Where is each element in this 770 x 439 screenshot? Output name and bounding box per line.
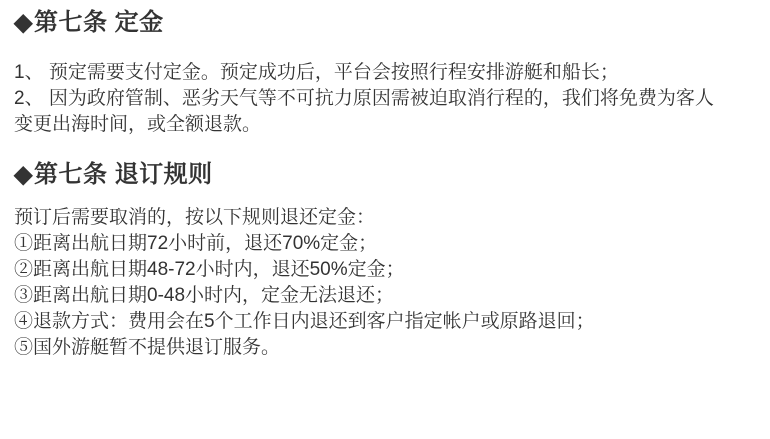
- terms-line: ②距离出航日期48-72小时内，退还50%定金；: [14, 259, 405, 280]
- terms-line: ⑤国外游艇暂不提供退订服务。: [14, 337, 281, 358]
- terms-line: ①距离出航日期72小时前，退还70%定金；: [14, 233, 378, 254]
- section-deposit: [14, 8, 748, 138]
- section-cancellation: [14, 160, 748, 361]
- terms-line: 1、 预定需要支付定金。预定成功后，平台会按照行程安排游艇和船长；: [14, 62, 619, 83]
- terms-line: 预订后需要取消的，按以下规则退还定金：: [14, 207, 376, 228]
- diamond-bullet-icon: ◆: [14, 161, 33, 188]
- deposit-section-heading: [14, 8, 748, 38]
- terms-line: ④退款方式：费用会在5个工作日内退还到客户指定帐户或原路退回；: [14, 311, 595, 332]
- cancellation-section-heading: [14, 160, 748, 190]
- cancellation-section-body: [14, 205, 748, 361]
- diamond-bullet-icon: ◆: [14, 9, 33, 36]
- section-gap: [14, 138, 748, 160]
- terms-line: ③距离出航日期0-48小时内，定金无法退还；: [14, 285, 395, 306]
- deposit-section-body: [14, 60, 748, 138]
- deposit-section-title: 第七条 定金: [33, 9, 164, 36]
- terms-line: 变更出海时间，或全额退款。: [14, 114, 262, 135]
- terms-line: 2、 因为政府管制、恶劣天气等不可抗力原因需被迫取消行程的，我们将免费为客人: [14, 88, 714, 109]
- cancellation-section-title: 第七条 退订规则: [33, 161, 213, 188]
